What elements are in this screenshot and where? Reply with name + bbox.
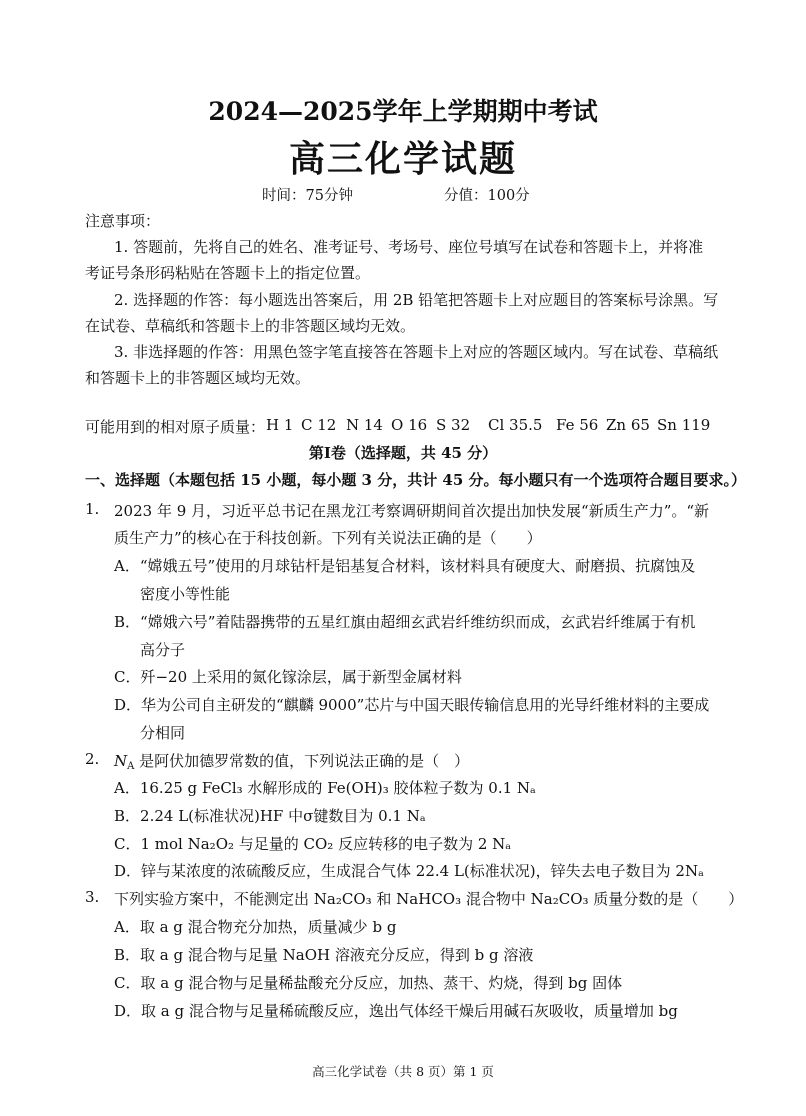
exam-subject-title: 高三化学试题 <box>288 138 517 180</box>
notice-item-2-line-2: 在试卷、草稿纸和答题卡上的非答题区域均无效。 <box>85 317 416 335</box>
question-1-option-a-line-2: 密度小等性能 <box>140 585 231 603</box>
exam-score: 分值：100分 <box>444 188 530 204</box>
question-2-stem <box>114 750 469 771</box>
question-3-option-a: A．取 a g 混合物充分加热，质量减少 b g <box>114 918 397 936</box>
question-3-option-d: D．取 a g 混合物与足量稀硫酸反应，逸出气体经干燥后用碱石灰吸收，质量增加 bg <box>114 1002 678 1020</box>
question-2-option-a: A．16.25 g FeCl₃ 水解形成的 Fe(OH)₃ 胶体粒子数为 0.1 Nₐ <box>114 779 536 797</box>
notice-item-1-line-1: 1. 答题前，先将自己的姓名、准考证号、考场号、座位号填写在试卷和答题卡上，并将准 <box>114 238 704 256</box>
question-2-option-d: D．锌与某浓度的浓硫酸反应，生成混合气体 22.4 L(标准状况)，锌失去电子数目为 2Nₐ <box>114 862 704 880</box>
atomic-mass-fe: Fe 56 <box>556 416 599 434</box>
avogadro-symbol: $N_A$ <box>114 752 135 772</box>
question-3-number: 3. <box>85 888 100 906</box>
question-1-option-c: C．歼−20 上采用的氮化镓涂层，属于新型金属材料 <box>114 668 462 686</box>
question-1-option-d-line-1: D．华为公司自主研发的“麒麟 9000”芯片与中国天眼传输信息用的光导纤维材料的主要成 <box>114 696 710 714</box>
atomic-mass-sn: Sn 119 <box>657 416 711 434</box>
exam-year-title: 2024—2025学年上学期期中考试 <box>208 97 598 126</box>
question-3-option-c: C．取 a g 混合物与足量稀盐酸充分反应，加热、蒸干、灼烧，得到 bg 固体 <box>114 974 623 992</box>
question-2-option-c: C．1 mol Na₂O₂ 与足量的 CO₂ 反应转移的电子数为 2 Nₐ <box>114 835 512 853</box>
question-1-option-d-line-2: 分相同 <box>140 724 186 742</box>
atomic-mass-cl: Cl 35.5 <box>488 416 543 434</box>
question-1-option-a-line-1: A．“嫦娥五号”使用的月球钻杆是铝基复合材料，该材料具有硬度大、耐磨损、抗腐蚀及 <box>114 557 696 575</box>
atomic-mass-c: C 12 <box>301 416 337 434</box>
notice-item-1-line-2: 考证号条形码粘贴在答题卡上的指定位置。 <box>85 264 371 282</box>
atomic-mass-h: H 1 <box>266 416 294 434</box>
notice-item-2-line-1: 2. 选择题的作答：每小题选出答案后，用 2B 铅笔把答题卡上对应题目的答案标号涂黑。写 <box>114 291 719 309</box>
question-1-number: 1. <box>85 500 100 518</box>
atomic-mass-o: O 16 <box>391 416 428 434</box>
notice-heading: 注意事项： <box>85 212 161 230</box>
question-2-stem-text: 是阿伏加德罗常数的值，下列说法正确的是（ ） <box>139 752 470 770</box>
notice-item-3-line-1: 3. 非选择题的作答：用黑色签字笔直接答在答题卡上对应的答题区域内。写在试卷、草稿纸 <box>114 343 719 361</box>
question-2-number: 2. <box>85 750 100 768</box>
atomic-masses-label: 可能用到的相对原子质量： <box>85 418 266 436</box>
question-3-stem: 下列实验方案中，不能测定出 Na₂CO₃ 和 NaHCO₃ 混合物中 Na₂CO₃ 质量分数的是（ ） <box>114 890 744 908</box>
part-1-title: 第Ⅰ卷（选择题，共 45 分） <box>308 444 498 462</box>
question-1-stem-line-1: 2023 年 9 月，习近平总书记在黑龙江考察调研期间首次提出加快发展“新质生产力”。“新 <box>114 502 710 520</box>
page-footer: 高三化学试卷（共 8 页）第 1 页 <box>312 1064 494 1079</box>
atomic-mass-s: S 32 <box>436 416 471 434</box>
question-2-option-b: B．2.24 L(标准状况)HF 中σ键数目为 0.1 Nₐ <box>114 807 426 825</box>
question-3-option-b: B．取 a g 混合物与足量 NaOH 溶液充分反应，得到 b g 溶液 <box>114 946 534 964</box>
question-1-option-b-line-2: 高分子 <box>140 641 186 659</box>
notice-item-3-line-2: 和答题卡上的非答题区域均无效。 <box>85 369 311 387</box>
atomic-mass-n: N 14 <box>346 416 383 434</box>
atomic-mass-zn: Zn 65 <box>606 416 650 434</box>
question-1-option-b-line-1: B．“嫦娥六号”着陆器携带的五星红旗由超细玄武岩纤维纺织而成，玄武岩纤维属于有机 <box>114 613 696 631</box>
question-1-stem-line-2: 质生产力”的核心在于科技创新。下列有关说法正确的是（ ） <box>114 529 542 547</box>
section-1-heading: 一、选择题（本题包括 15 小题，每小题 3 分，共计 45 分。每小题只有一个选项符合题目要求。） <box>85 471 747 489</box>
exam-time: 时间：75分钟 <box>262 188 353 204</box>
